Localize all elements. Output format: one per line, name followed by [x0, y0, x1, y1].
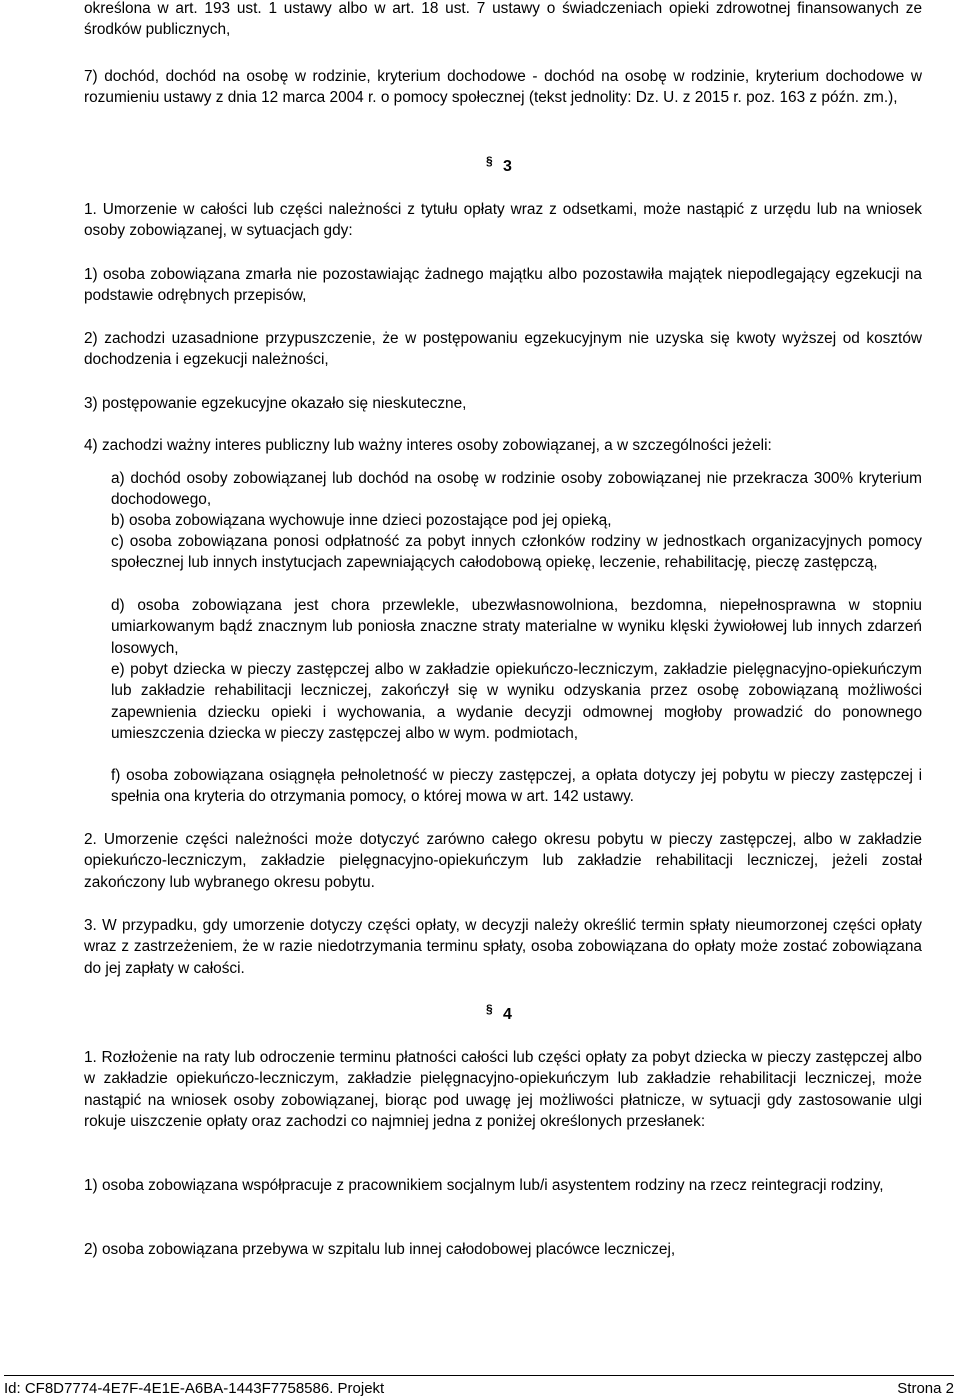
page-footer — [4, 1375, 954, 1398]
s3-point-1: 1) osoba zobowiązana zmarła nie pozostawiając żadnego majątku albo pozostawiła majątek niepodlegający egzekucji na podstawie odrębnych przepisów, — [84, 266, 922, 305]
paragraph-definition-7: 7) dochód, dochód na osobę w rodzinie, kryterium dochodowe - dochód na osobę w rodzinie, kryterium dochodowe w rozumieniu ustawy z dnia 12 marca 2004 r. o pomocy społecznej (tekst jednolity: Dz. U. z 2015 r. poz. 163 z późn. zm.), — [84, 68, 922, 107]
s3-point-3: 3) postępowanie egzekucyjne okazało się nieskuteczne, — [84, 395, 467, 412]
section-number: 4 — [503, 1006, 512, 1023]
s3-point-4a: a) dochód osoby zobowiązanej lub dochód na osobę w rodzinie osoby zobowiązanej nie przekracza 300% kryterium dochodowego, — [111, 470, 922, 509]
s3-paragraph-1: 1. Umorzenie w całości lub części należności z tytułu opłaty wraz z odsetkami, może nastąpić z urzędu lub na wniosek osoby zobowiązanej, w sytuacjach gdy: — [84, 201, 922, 240]
section-symbol: § — [486, 1002, 493, 1016]
s3-paragraph-2: 2. Umorzenie części należności może dotyczyć zarówno całego okresu pobytu w pieczy zastępczej, albo w zakładzie opiekuńczo-leczniczym, zakładzie pielęgnacyjno-opiekuńczym lub zakładzie rehabilitacji leczniczej, jeżeli został zakończony lub wybranego okresu pobytu. — [84, 831, 922, 891]
section-heading-4 — [84, 1003, 960, 1027]
s4-point-1: 1) osoba zobowiązana współpracuje z pracownikiem socjalnym lub/i asystentem rodziny na rzecz reintegracji rodziny, — [84, 1177, 884, 1194]
s3-point-4b: b) osoba zobowiązana wychowuje inne dzieci pozostające pod jej opieką, — [111, 512, 612, 529]
s4-paragraph-1: 1. Rozłożenie na raty lub odroczenie terminu płatności całości lub części opłaty za pobyt dziecka w pieczy zastępczej albo w zakładzie opiekuńczo-leczniczym, zakładzie pielęgnacyjno-opiekuńczym lub zakładzie rehabilitacji leczniczej, może nastąpić na wniosek osoby zobowiązanej, biorąc pod uwagę jej możliwości płatnicze, w sytuacji gdy zastosowanie ulgi rokuje uiszczenie opłaty oraz zachodzi co najmniej jedna z poniżej określonych przesłanek: — [84, 1049, 922, 1130]
document-id: Id: CF8D7774-4E7F-4E1E-A6BA-1443F7758586. Projekt — [4, 1380, 385, 1397]
section-number: 3 — [503, 158, 512, 175]
s3-point-4e: e) pobyt dziecka w pieczy zastępczej albo w zakładzie opiekuńczo-leczniczym, zakładzie pielęgnacyjno-opiekuńczym lub zakładzie rehabilitacji leczniczej, zakończył się w wyniku odzyskania przez osobę zobowiązaną możliwości zapewnienia dziecku opieki i wychowania, a wydanie decyzji odmownej mogłoby prowadzić do ponownego umieszczenia dziecka w pieczy zastępczej albo w wym. podmiotach, — [111, 661, 922, 742]
s3-paragraph-3: 3. W przypadku, gdy umorzenie dotyczy części opłaty, w decyzji należy określić termin spłaty nieumorzonej części opłaty wraz z zastrzeżeniem, że w razie niedotrzymania terminu spłaty, osoba zobowiązana do opłaty może zostać zobowiązana do jej zapłaty w całości. — [84, 917, 922, 977]
section-symbol: § — [486, 154, 493, 168]
s3-point-4c: c) osoba zobowiązana ponosi odpłatność za pobyt innych członków rodziny w jednostkach organizacyjnych pomocy społecznej lub innych instytucjach zapewniających całodobową opiekę, leczenie, rehabilitację, pieczę zastępczą, — [111, 533, 922, 572]
s3-point-4: 4) zachodzi ważny interes publiczny lub ważny interes osoby zobowiązanej, a w szczególności jeżeli: — [84, 437, 772, 454]
s3-point-2: 2) zachodzi uzasadnione przypuszczenie, że w postępowaniu egzekucyjnym nie uzyska się kwoty wyższej od kosztów dochodzenia i egzekucji należności, — [84, 330, 922, 369]
section-heading-3 — [84, 155, 960, 179]
s3-point-4d: d) osoba zobowiązana jest chora przewlekle, ubezwłasnowolniona, bezdomna, niepełnosprawna w stopniu umiarkowanym bądź znacznym lub poniosła znaczne straty materialne w wyniku klęski żywiołowej lub innych zdarzeń losowych, — [111, 597, 922, 657]
s4-point-2: 2) osoba zobowiązana przebywa w szpitalu lub innej całodobowej placówce leczniczej, — [84, 1241, 676, 1258]
page-number: Strona 2 — [897, 1380, 954, 1397]
paragraph-top: określona w art. 193 ust. 1 ustawy albo w art. 18 ust. 7 ustawy o świadczeniach opieki zdrowotnej finansowanych ze środków publicznych, — [84, 0, 922, 39]
s3-point-4f: f) osoba zobowiązana osiągnęła pełnoletność w pieczy zastępczej, a opłata dotyczy jej pobytu w pieczy zastępczej i spełnia ona kryteria do otrzymania pomocy, o której mowa w art. 142 ustawy. — [111, 767, 922, 806]
